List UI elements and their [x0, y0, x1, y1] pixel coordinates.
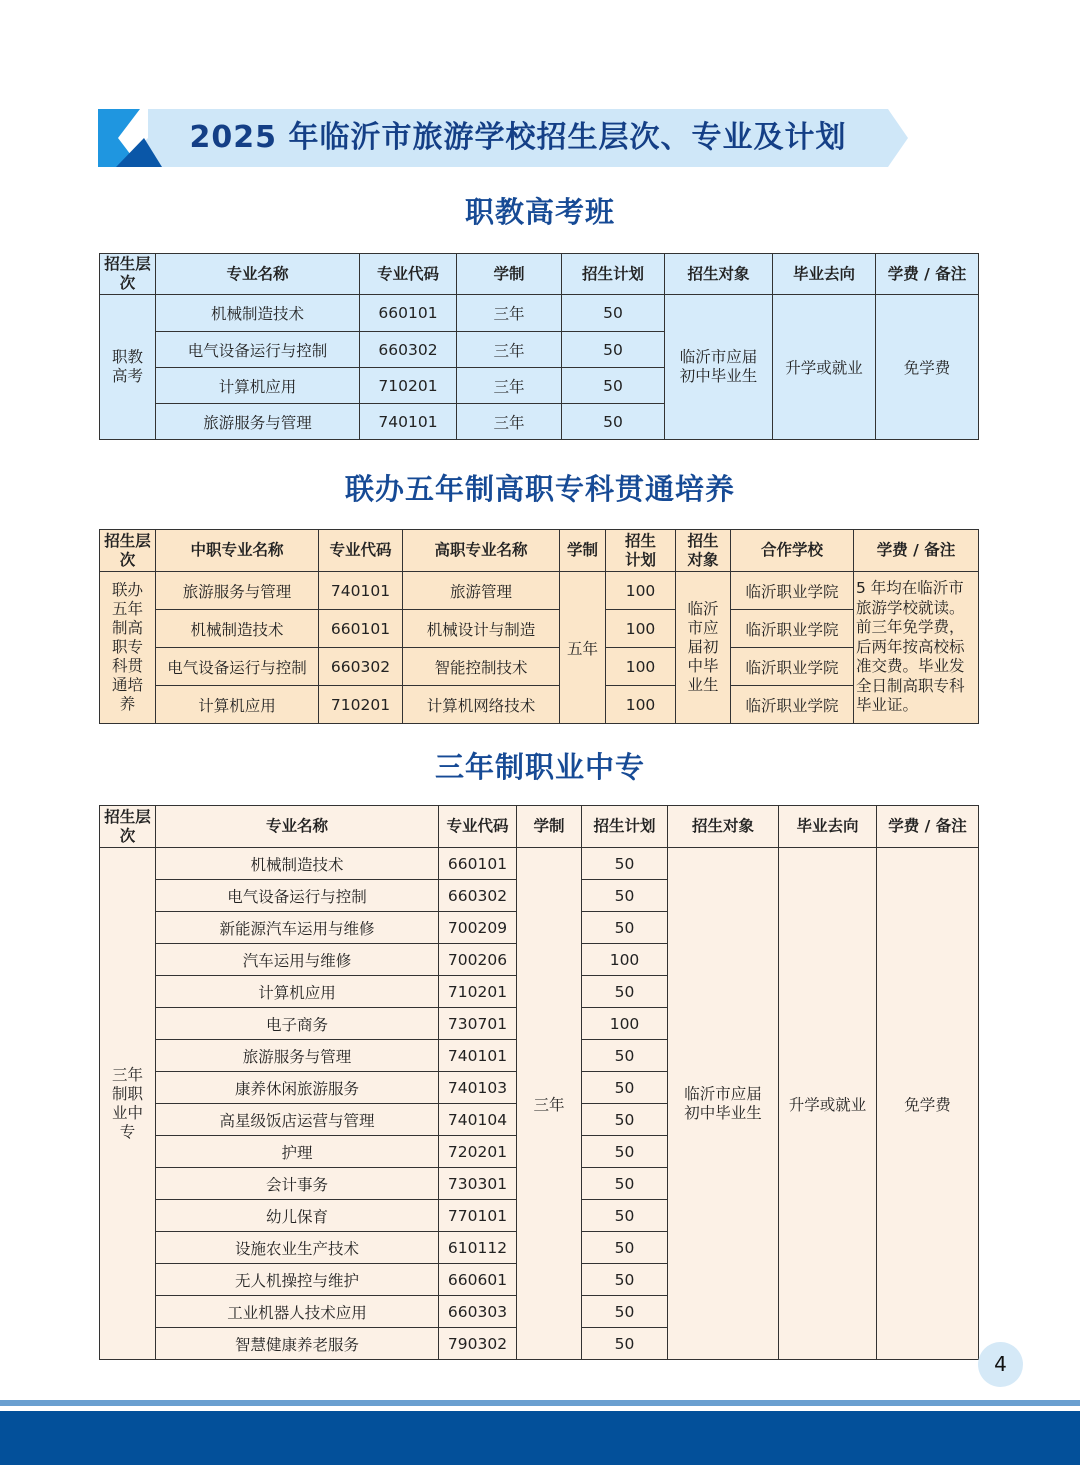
major-code: 740101	[319, 572, 403, 610]
major-code: 660303	[439, 1296, 517, 1328]
plan-cell: 50	[582, 1104, 668, 1136]
section-title-five-year: 联办五年制高职专科贯通培养	[344, 472, 735, 506]
plan-cell: 50	[562, 332, 665, 368]
target-cell: 临沂市应届初中毕业生	[668, 848, 779, 1360]
duration-cell: 五年	[560, 572, 606, 724]
plan-cell: 50	[582, 1072, 668, 1104]
major-name: 计算机应用	[156, 976, 439, 1008]
table-header-row	[100, 254, 979, 295]
major-code: 700206	[439, 944, 517, 976]
plan-cell: 50	[582, 1136, 668, 1168]
major-name: 护理	[156, 1136, 439, 1168]
header-code: 专业代码	[319, 530, 403, 572]
duration-cell: 三年	[457, 295, 562, 332]
table-row	[100, 610, 979, 648]
partner-school: 临沂职业学院	[731, 610, 854, 648]
header-duration: 学制	[457, 254, 562, 295]
header-plan: 招生计划	[582, 806, 668, 848]
plan-cell: 50	[582, 1232, 668, 1264]
major-name: 新能源汽车运用与维修	[156, 912, 439, 944]
plan-cell: 100	[606, 686, 676, 724]
footer-stripe	[0, 1400, 1080, 1406]
duration-cell: 三年	[457, 404, 562, 440]
header-level: 招生层次	[100, 254, 156, 295]
table-row	[100, 572, 979, 610]
major-code: 710201	[439, 976, 517, 1008]
plan-cell: 100	[582, 1008, 668, 1040]
plan-cell: 50	[582, 1168, 668, 1200]
duration-cell: 三年	[517, 848, 582, 1360]
secondary-major-name: 电气设备运行与控制	[156, 648, 319, 686]
header-plan: 招生计划	[562, 254, 665, 295]
header-fee: 学费 / 备注	[854, 530, 979, 572]
major-code: 740103	[439, 1072, 517, 1104]
major-name: 幼儿保育	[156, 1200, 439, 1232]
major-code: 730701	[439, 1008, 517, 1040]
header-higher-major: 高职专业名称	[403, 530, 560, 572]
plan-cell: 100	[606, 610, 676, 648]
plan-cell: 50	[562, 295, 665, 332]
major-name: 设施农业生产技术	[156, 1232, 439, 1264]
plan-cell: 50	[582, 1200, 668, 1232]
header-level: 招生层次	[100, 806, 156, 848]
table-row	[100, 295, 979, 332]
header-partner: 合作学校	[731, 530, 854, 572]
major-code: 740101	[439, 1040, 517, 1072]
major-code: 660101	[319, 610, 403, 648]
major-code: 660302	[439, 880, 517, 912]
major-name: 高星级饭店运营与管理	[156, 1104, 439, 1136]
header-secondary-major: 中职专业名称	[156, 530, 319, 572]
level-cell: 联办五年制高职专科贯通培养	[100, 572, 156, 724]
partner-school: 临沂职业学院	[731, 686, 854, 724]
header-target: 招生对象	[676, 530, 731, 572]
header-target: 招生对象	[668, 806, 779, 848]
major-name: 电子商务	[156, 1008, 439, 1040]
destination-cell: 升学或就业	[773, 295, 876, 440]
partner-school: 临沂职业学院	[731, 572, 854, 610]
page-title: 2025 年临沂市旅游学校招生层次、专业及计划	[189, 120, 847, 155]
plan-cell: 50	[562, 368, 665, 404]
plan-cell: 50	[562, 404, 665, 440]
plan-cell: 100	[582, 944, 668, 976]
table-row	[100, 848, 979, 880]
major-name: 电气设备运行与控制	[156, 880, 439, 912]
header-target: 招生对象	[665, 254, 773, 295]
higher-major-name: 计算机网络技术	[403, 686, 560, 724]
duration-cell: 三年	[457, 368, 562, 404]
major-code: 700209	[439, 912, 517, 944]
major-name: 汽车运用与维修	[156, 944, 439, 976]
major-name: 机械制造技术	[156, 295, 360, 332]
major-code: 660101	[439, 848, 517, 880]
duration-cell: 三年	[457, 332, 562, 368]
fee-cell: 免学费	[876, 295, 979, 440]
major-name: 会计事务	[156, 1168, 439, 1200]
header-code: 专业代码	[360, 254, 457, 295]
plan-cell: 50	[582, 1296, 668, 1328]
major-name: 电气设备运行与控制	[156, 332, 360, 368]
higher-major-name: 智能控制技术	[403, 648, 560, 686]
major-name: 康养休闲旅游服务	[156, 1072, 439, 1104]
destination-cell: 升学或就业	[779, 848, 877, 1360]
major-name: 工业机器人技术应用	[156, 1296, 439, 1328]
major-name: 无人机操控与维护	[156, 1264, 439, 1296]
plan-cell: 50	[582, 848, 668, 880]
major-code: 770101	[439, 1200, 517, 1232]
plan-cell: 100	[606, 572, 676, 610]
note-cell: 5 年均在临沂市旅游学校就读。前三年免学费，后两年按高校标准交费。毕业发全日制高职专科毕业证。	[854, 572, 979, 724]
major-code: 710201	[360, 368, 457, 404]
major-code: 660101	[360, 295, 457, 332]
plan-cell: 50	[582, 976, 668, 1008]
table-header-row	[100, 530, 979, 572]
plan-cell: 50	[582, 1264, 668, 1296]
major-code: 740104	[439, 1104, 517, 1136]
higher-major-name: 机械设计与制造	[403, 610, 560, 648]
header-major: 专业名称	[156, 254, 360, 295]
fee-cell: 免学费	[877, 848, 979, 1360]
header-major: 专业名称	[156, 806, 439, 848]
level-cell: 三年制职业中专	[100, 848, 156, 1360]
secondary-major-name: 计算机应用	[156, 686, 319, 724]
major-name: 旅游服务与管理	[156, 404, 360, 440]
major-name: 计算机应用	[156, 368, 360, 404]
major-code: 790302	[439, 1328, 517, 1360]
table-header-row	[100, 806, 979, 848]
major-name: 机械制造技术	[156, 848, 439, 880]
major-code: 660302	[360, 332, 457, 368]
major-name: 旅游服务与管理	[156, 1040, 439, 1072]
header-destination: 毕业去向	[773, 254, 876, 295]
secondary-major-name: 旅游服务与管理	[156, 572, 319, 610]
major-code: 660302	[319, 648, 403, 686]
table-row	[100, 648, 979, 686]
table-row	[100, 686, 979, 724]
table-three-year	[99, 805, 979, 1360]
major-code: 740101	[360, 404, 457, 440]
section-title-vocational-exam: 职教高考班	[464, 195, 615, 229]
table-five-year	[99, 529, 979, 724]
higher-major-name: 旅游管理	[403, 572, 560, 610]
plan-cell: 50	[582, 880, 668, 912]
plan-cell: 50	[582, 1040, 668, 1072]
target-cell: 临沂市应届初中毕业生	[665, 295, 773, 440]
major-code: 720201	[439, 1136, 517, 1168]
header-plan: 招生计划	[606, 530, 676, 572]
header-duration: 学制	[517, 806, 582, 848]
partner-school: 临沂职业学院	[731, 648, 854, 686]
page-number: 4	[978, 1342, 1023, 1387]
header-level: 招生层次	[100, 530, 156, 572]
major-code: 730301	[439, 1168, 517, 1200]
major-name: 智慧健康养老服务	[156, 1328, 439, 1360]
header-destination: 毕业去向	[779, 806, 877, 848]
plan-cell: 50	[582, 1328, 668, 1360]
header-fee: 学费 / 备注	[877, 806, 979, 848]
major-code: 610112	[439, 1232, 517, 1264]
title-banner	[98, 109, 908, 167]
target-cell: 临沂市应届初中毕业生	[676, 572, 731, 724]
secondary-major-name: 机械制造技术	[156, 610, 319, 648]
header-fee: 学费 / 备注	[876, 254, 979, 295]
plan-cell: 50	[582, 912, 668, 944]
plan-cell: 100	[606, 648, 676, 686]
major-code: 710201	[319, 686, 403, 724]
header-duration: 学制	[560, 530, 606, 572]
section-title-three-year: 三年制职业中专	[434, 750, 645, 784]
major-code: 660601	[439, 1264, 517, 1296]
footer-bar	[0, 1411, 1080, 1465]
level-cell: 职教高考	[100, 295, 156, 440]
header-code: 专业代码	[439, 806, 517, 848]
table-vocational-exam	[99, 253, 979, 440]
